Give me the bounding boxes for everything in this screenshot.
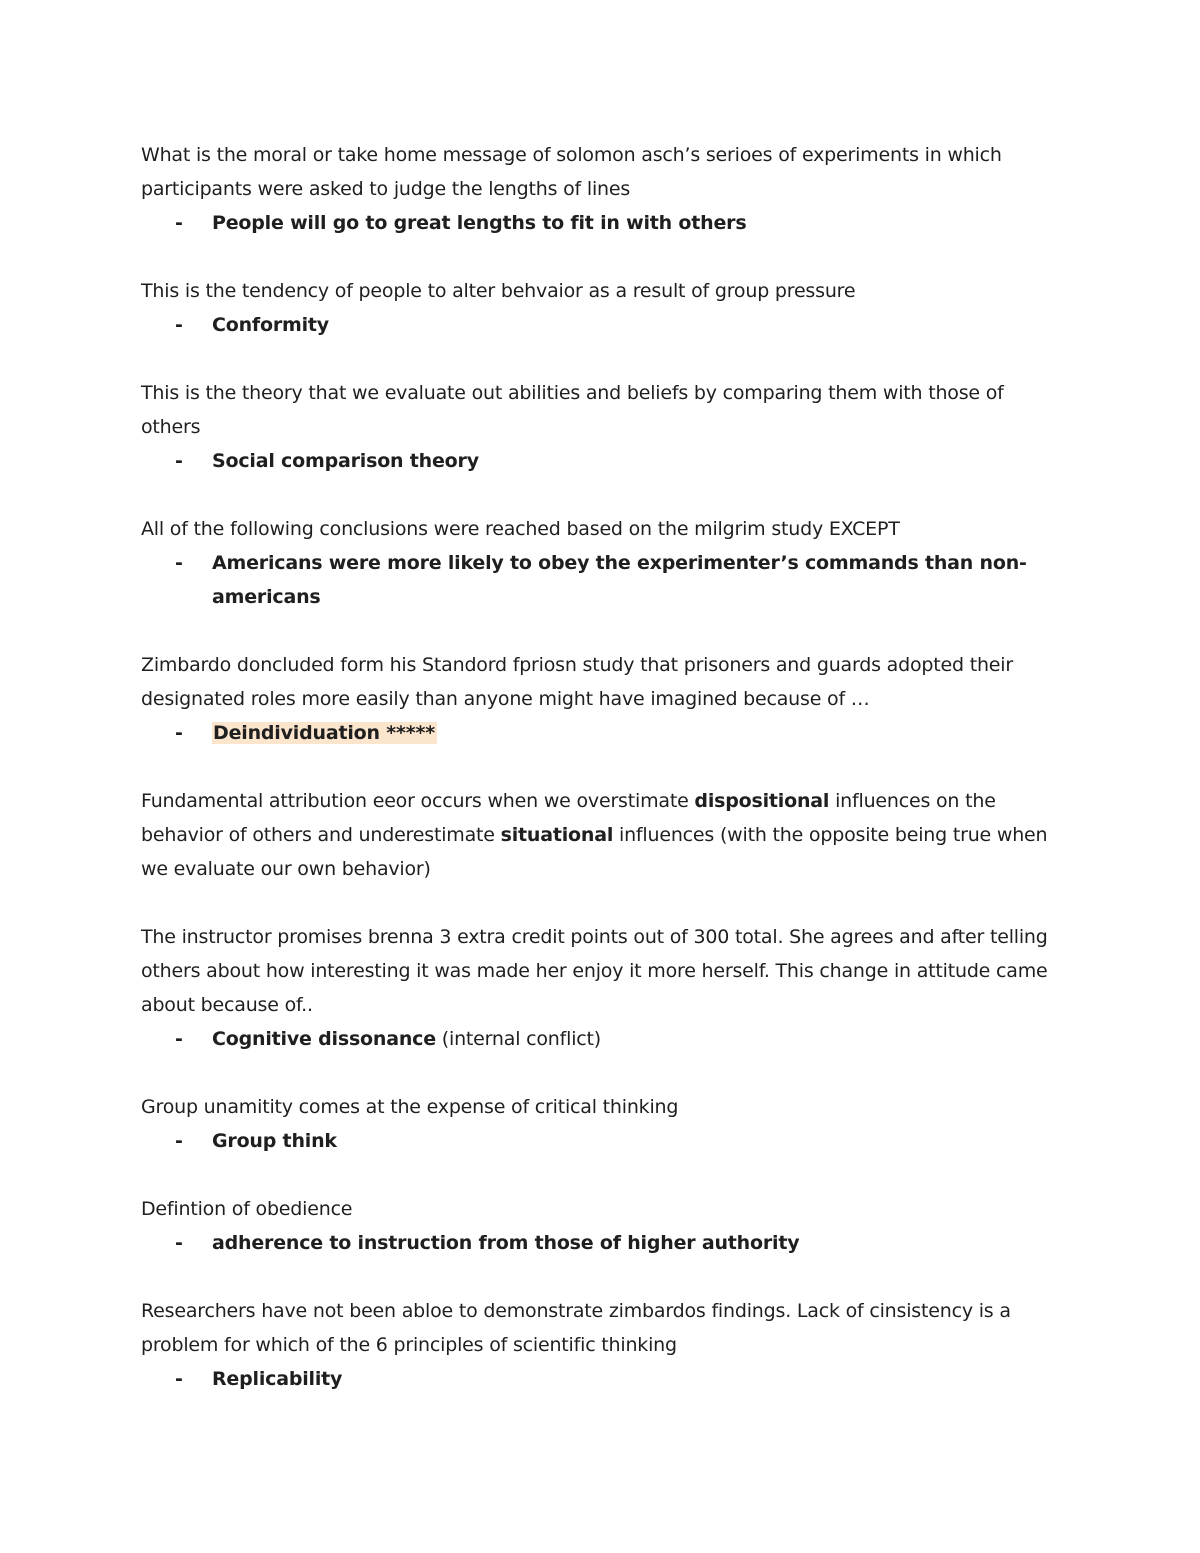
answer-bullet [141, 308, 1061, 342]
bullet-dash: - [175, 1232, 183, 1254]
question-text: The instructor promises brenna 3 extra credit points out of 300 total. She agrees and after telling others about how interesting it was made her enjoy it more herself. This change in attitude came about because of.. [141, 926, 1048, 1016]
text-run: influences (with the opposite being true when we evaluate our own behavior) [141, 824, 1048, 880]
question-text: All of the following conclusions were reached based on the milgrim study EXCEPT [141, 518, 900, 540]
text-run: Fundamental attribution eeor occurs when we overstimate [141, 790, 695, 812]
bullet-dash: - [175, 1028, 183, 1050]
answer-bullet [141, 444, 1061, 478]
answer-bullet [141, 1226, 1061, 1260]
question-text: This is the tendency of people to alter behvaior as a result of group pressure [141, 280, 856, 302]
answer-text: Replicability [212, 1368, 343, 1390]
question-text: What is the moral or take home message of solomon asch’s serioes of experiments in which participants were asked to judge the lengths of lines [141, 144, 1002, 200]
document-page [141, 138, 1061, 1430]
qa-item-social-comparison [141, 376, 1061, 478]
bullet-dash: - [175, 1368, 183, 1390]
answer-bullet [141, 1022, 1061, 1056]
answer-text: adherence to instruction from those of higher authority [212, 1232, 800, 1254]
question-text: Group unamitity comes at the expense of critical thinking [141, 1096, 679, 1118]
bullet-dash: - [175, 722, 183, 744]
qa-item-group-think [141, 1090, 1061, 1158]
answer-bullet [141, 1362, 1061, 1396]
answer-text: People will go to great lengths to fit in with others [212, 212, 747, 234]
answer-bullet [141, 1124, 1061, 1158]
bold-term-dispositional: dispositional [694, 790, 830, 812]
bold-term-situational: situational [500, 824, 614, 846]
text-run: influences on the behavior of others and underestimate [141, 790, 996, 846]
bullet-dash: - [175, 1130, 183, 1152]
bullet-dash: - [175, 314, 183, 336]
question-text: Researchers have not been abloe to demonstrate zimbardos findings. Lack of cinsistency is a problem for which of the 6 principles of scientific thinking [141, 1300, 1011, 1356]
qa-item-asch [141, 138, 1061, 240]
answer-text: Group think [212, 1130, 337, 1152]
answer-text: Conformity [212, 314, 329, 336]
question-text: Defintion of obedience [141, 1198, 353, 1220]
highlighted-answer-text: Deindividuation ***** [213, 722, 435, 744]
bullet-dash: - [175, 450, 183, 472]
answer-text: Social comparison theory [212, 450, 479, 472]
qa-item-conformity [141, 274, 1061, 342]
answer-bullet [141, 206, 1061, 240]
paragraph-text [141, 784, 1061, 886]
qa-item-zimbardo [141, 648, 1061, 750]
question-text: This is the theory that we evaluate out abilities and beliefs by comparing them with those of others [141, 382, 1004, 438]
qa-item-obedience [141, 1192, 1061, 1260]
answer-text: Cognitive dissonance [212, 1028, 436, 1050]
bullet-dash: - [175, 212, 183, 234]
answer-bullet [141, 546, 1061, 614]
qa-item-replicability [141, 1294, 1061, 1396]
answer-bullet [141, 716, 1061, 750]
qa-item-milgram [141, 512, 1061, 614]
qa-item-attribution-error [141, 784, 1061, 886]
bullet-dash: - [175, 552, 183, 574]
question-text: Zimbardo doncluded form his Standord fpriosn study that prisoners and guards adopted their designated roles more easily than anyone might have imagined because of … [141, 654, 1013, 710]
answer-text: Americans were more likely to obey the experimenter’s commands than non-americans [212, 552, 1027, 608]
answer-note: (internal conflict) [435, 1028, 601, 1050]
qa-item-cognitive-dissonance [141, 920, 1061, 1056]
